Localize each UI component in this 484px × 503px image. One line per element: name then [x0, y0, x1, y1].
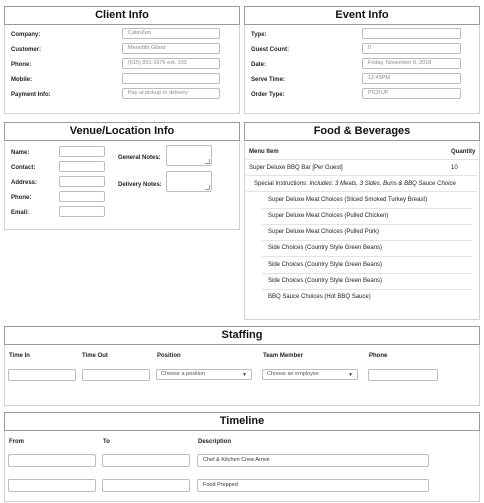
row-divider [246, 175, 478, 176]
staff-phone-header: Phone [369, 353, 388, 359]
serve-time-field[interactable]: 12:45PM [362, 73, 461, 84]
position-select[interactable] [156, 369, 252, 380]
venue-title: Venue/Location Info [4, 122, 240, 141]
chevron-down-icon: ▼ [242, 372, 247, 378]
team-member-select-value: Choose an employee [267, 371, 319, 377]
choice-item: Super Deluxe Meat Choices (Sliced Smoked Turkey Breast) [268, 197, 428, 203]
delivery-notes-textarea[interactable] [166, 171, 212, 192]
team-member-header: Team Member [263, 353, 303, 359]
special-instructions-text: Includes: 3 Meats, 3 Sides, Buns & BBQ Sauce Choice [309, 181, 456, 187]
timeline-from-field[interactable] [8, 479, 96, 492]
choice-item: Super Deluxe Meat Choices (Pulled Pork) [268, 229, 380, 235]
event-info-title: Event Info [244, 6, 480, 25]
resize-grip-icon[interactable] [205, 159, 210, 164]
special-instructions [254, 181, 456, 187]
menu-item-quantity: 10 [451, 165, 458, 171]
chevron-down-icon: ▼ [348, 372, 353, 378]
row-divider [262, 273, 472, 274]
venue-phone-field[interactable] [59, 191, 105, 202]
venue-email-field[interactable] [59, 206, 105, 217]
timeline-from-field[interactable] [8, 454, 96, 467]
general-notes-label: General Notes: [118, 155, 161, 161]
venue-phone-label: Phone: [11, 195, 32, 201]
food-panel [244, 122, 480, 320]
row-divider [262, 256, 472, 257]
choice-item: Side Choices (Country Style Green Beans) [268, 245, 383, 251]
staffing-title: Staffing [4, 326, 480, 345]
customer-label: Customer: [11, 47, 42, 53]
resize-grip-icon[interactable] [205, 185, 210, 190]
venue-address-label: Address: [11, 180, 38, 186]
type-field[interactable] [362, 28, 461, 39]
row-divider [262, 240, 472, 241]
food-title: Food & Beverages [244, 122, 480, 141]
menu-item-header: Menu Item [249, 149, 279, 155]
timeline-to-field[interactable] [102, 479, 190, 492]
team-member-select[interactable] [262, 369, 358, 380]
position-header: Position [157, 353, 181, 359]
timeline-title: Timeline [4, 412, 480, 431]
row-divider [262, 224, 472, 225]
guest-count-field[interactable]: 0 [362, 43, 461, 54]
phone-label: Phone: [11, 62, 32, 68]
company-label: Company: [11, 32, 41, 38]
serve-time-label: Serve Time: [251, 77, 285, 83]
row-divider [246, 191, 478, 192]
position-select-value: Choose a position [161, 371, 206, 377]
time-out-field[interactable] [82, 369, 150, 381]
choice-item: Super Deluxe Meat Choices (Pulled Chicken) [268, 213, 389, 219]
venue-contact-field[interactable] [59, 161, 105, 172]
row-divider [262, 289, 472, 290]
time-in-field[interactable] [8, 369, 76, 381]
phone-field[interactable]: (615) 831-1676 ext. 103 [122, 58, 220, 69]
timeline-description-field[interactable]: Food Prepped [197, 479, 429, 492]
venue-email-label: Email: [11, 210, 30, 216]
venue-name-field[interactable] [59, 146, 105, 157]
choice-item: BBQ Sauce Choices (Hot BBQ Sauce) [268, 294, 371, 300]
mobile-label: Mobile: [11, 77, 32, 83]
staff-phone-field[interactable] [368, 369, 438, 381]
date-label: Date: [251, 62, 267, 68]
order-type-label: Order Type: [251, 92, 285, 98]
special-instructions-label: Special Instructions: [254, 181, 308, 187]
general-notes-textarea[interactable] [166, 145, 212, 166]
company-field[interactable]: CaterZen [122, 28, 220, 39]
delivery-notes-label: Delivery Notes: [118, 182, 162, 188]
mobile-field[interactable] [122, 73, 220, 84]
date-field[interactable]: Friday, November 9, 2018 [362, 58, 461, 69]
menu-item-name: Super Deluxe BBQ Bar [Per Guest] [249, 165, 343, 171]
timeline-description-field[interactable]: Chef & Kitchen Crew Arrive [197, 454, 429, 467]
time-out-header: Time Out [82, 353, 108, 359]
venue-address-field[interactable] [59, 176, 105, 187]
header-divider [246, 159, 478, 160]
type-label: Type: [251, 32, 267, 38]
payment-info-field[interactable]: Pay at pickup or delivery [122, 88, 220, 99]
order-type-field[interactable]: PICKUP [362, 88, 461, 99]
time-in-header: Time In [9, 353, 30, 359]
row-divider [262, 208, 472, 209]
guest-count-label: Guest Count: [251, 47, 289, 53]
choice-item: Side Choices (Country Style Green Beans) [268, 262, 383, 268]
from-header: From [9, 439, 24, 445]
payment-info-label: Payment Info: [11, 92, 51, 98]
timeline-to-field[interactable] [102, 454, 190, 467]
description-header: Description [198, 439, 232, 445]
client-info-title: Client Info [4, 6, 240, 25]
venue-name-label: Name: [11, 150, 30, 156]
choice-item: Side Choices (Country Style Green Beans) [268, 278, 383, 284]
customer-field[interactable]: Meredith Gilard [122, 43, 220, 54]
quantity-header: Quantity [451, 149, 476, 155]
venue-contact-label: Contact: [11, 165, 36, 171]
to-header: To [103, 439, 110, 445]
